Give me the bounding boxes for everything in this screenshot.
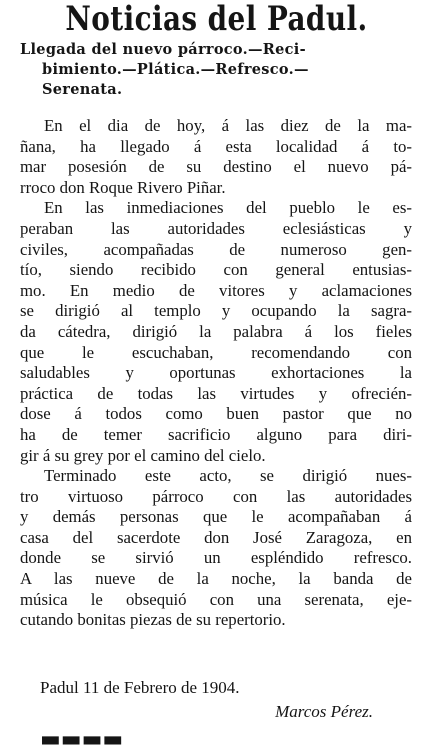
paragraph-2-line: gir á su grey por el camino del cielo.: [20, 445, 266, 465]
paragraph-3-line: Terminado este acto, se dirigió nues-: [44, 466, 412, 486]
cropped-text-fragment: ▬▬▬▬: [40, 726, 124, 752]
paragraph-3-line: cutando bonitas piezas de su repertorio.: [20, 610, 286, 630]
paragraph-1-line: rroco don Roque Rivero Piñar.: [20, 177, 226, 197]
article-signature: Marcos Pérez.: [275, 702, 373, 721]
subheadline-line: Serenata.: [42, 81, 123, 98]
paragraph-2-line: En las inmediaciones del pueblo le es-: [44, 198, 412, 218]
article-body: [20, 116, 412, 631]
article-headline: Noticias del Padul.: [65, 0, 368, 39]
paragraph-3-line: música le obsequió con una serenata, eje-: [20, 589, 412, 609]
paragraph-2-line: da cátedra, dirigió la palabra á los fieles: [20, 321, 412, 341]
paragraph-3-line: A las nueve de la noche, la banda de: [20, 569, 412, 589]
paragraph-2-line: práctica de todas las virtudes y ofrecién-: [20, 383, 412, 403]
paragraph-3-line: casa del sacerdote don José Zaragoza, en: [20, 527, 412, 547]
paragraph-2-line: mo. En medio de vitores y aclamaciones: [20, 280, 412, 300]
paragraph-2-line: saludables y oportunas exhortaciones la: [20, 363, 412, 383]
paragraph-2-line: se dirigió al templo y ocupando la sagra-: [20, 301, 412, 321]
paragraph-2-line: civiles, acompañadas de numeroso gen-: [20, 239, 412, 259]
subheadline-line: Llegada del nuevo párroco.—Reci-: [20, 41, 306, 58]
paragraph-1-line: mar posesión de su destino el nuevo pá-: [20, 157, 412, 177]
next-article-heading-fragment: [40, 726, 160, 752]
paragraph-3-line: tro virtuoso párroco con las autoridades: [20, 486, 412, 506]
paragraph-2-line: peraban las autoridades eclesiásticas y: [20, 218, 412, 238]
subheadline-line: bimiento.—Plática.—Refresco.—: [42, 61, 309, 78]
paragraph-2-line: tío, siendo recibido con general entusias-: [20, 260, 412, 280]
paragraph-3-line: y demás personas que le acompañaban á: [20, 507, 412, 527]
paragraph-3-line: donde se sirvió un espléndido refresco.: [20, 548, 412, 568]
paragraph-2-line: ha de temer sacrificio alguno para diri-: [20, 424, 412, 444]
paragraph-1-line: En el dia de hoy, á las diez de la ma-: [44, 116, 412, 135]
article-dateline: Padul 11 de Febrero de 1904.: [40, 678, 240, 697]
paragraph-2-line: dose á todos como buen pastor que no: [20, 404, 412, 424]
paragraph-1-line: ñana, ha llegado á esta localidad á to-: [20, 136, 412, 156]
article-subheadline: [20, 40, 422, 100]
paragraph-2-line: que le escuchaban, recomendando con: [20, 342, 412, 362]
